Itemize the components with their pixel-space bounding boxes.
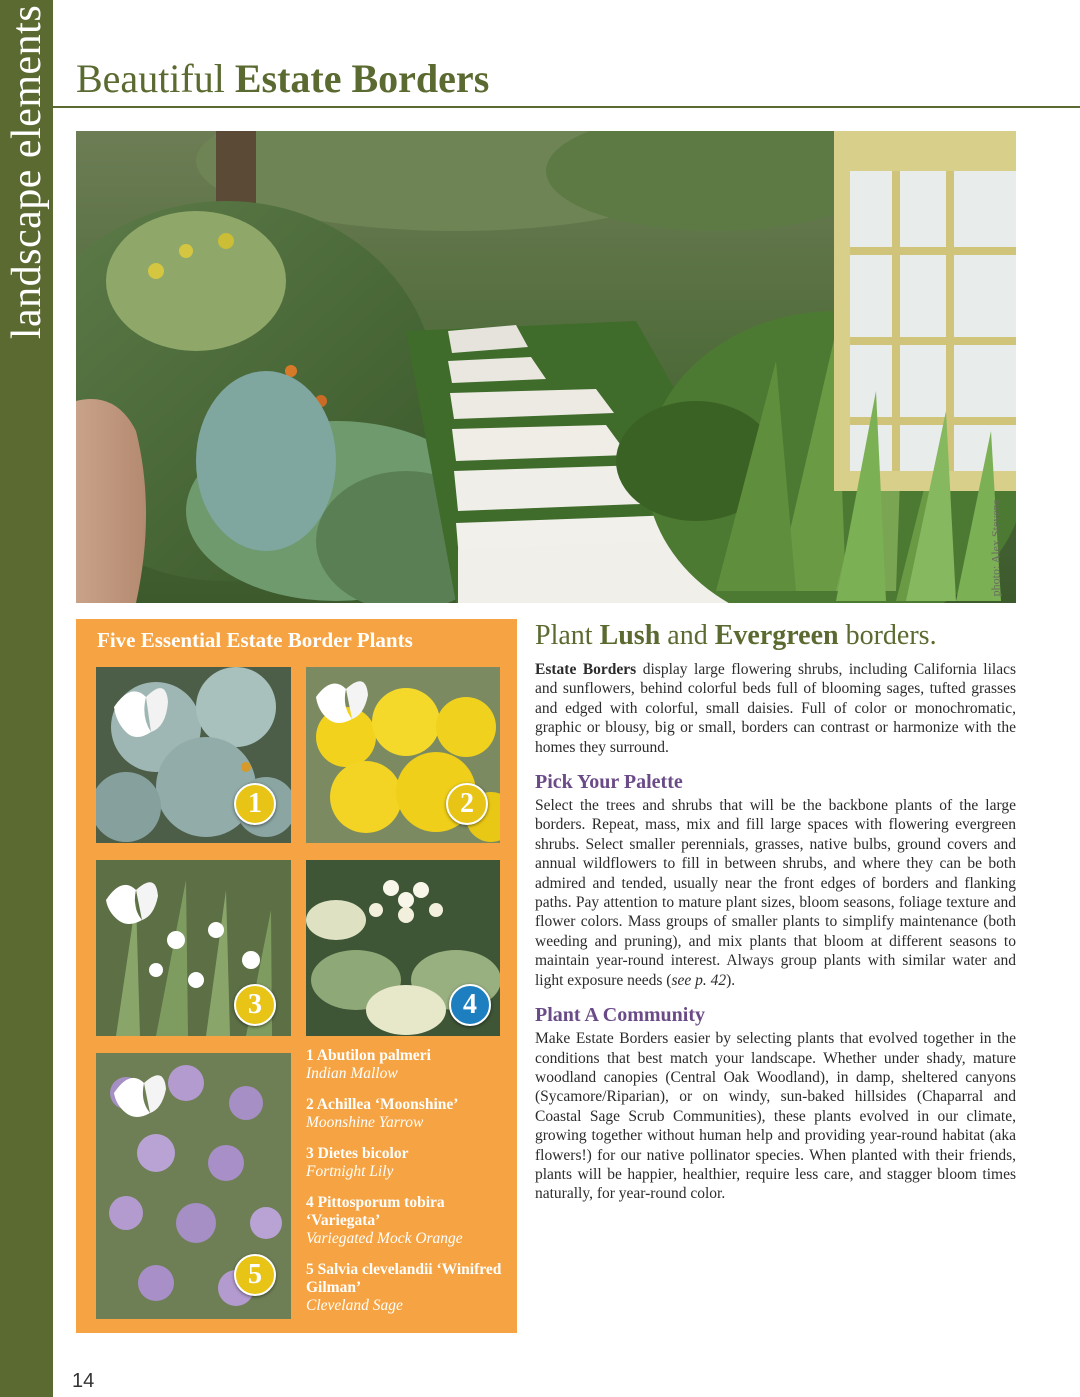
palette-paragraph: [535, 796, 1016, 990]
badge-3: 3: [234, 984, 276, 1026]
palette-end: ).: [726, 971, 736, 989]
badge-2: 2: [446, 783, 488, 825]
plant-common-name: Indian Mallow: [306, 1065, 398, 1082]
community-paragraph: Make Estate Borders easier by selecting plants that evolved together in the conditions that best match your landscape. Whether under shady, mature woodland canopies (Central Oak Woodland), in damp, sheltered canyons (Sycamore/Riparian), or on windy, sun-baked hillsides (Chaparral and Coastal Sage Scrub Communities), these plants evolved in our climate, growing together without human help and providing year-round habitat (aka flowers!) for our native pollinator species. When planted with their friends, plants will be happier, healthier, require less care, and stagger bloom times naturally, for year-round color.: [535, 1030, 1016, 1203]
badge-5: 5: [234, 1254, 276, 1296]
plant-scientific-name: 3 Dietes bicolor: [306, 1145, 409, 1162]
section-sidebar: [0, 0, 53, 1397]
plant-scientific-name: 5 Salvia clevelandii ‘Winifred Gilman’: [306, 1261, 502, 1296]
article-heading: [535, 620, 1016, 652]
plant-box-title: Five Essential Estate Border Plants: [97, 628, 413, 652]
heading-word: borders.: [838, 620, 937, 651]
plant-common-name: Moonshine Yarrow: [306, 1114, 424, 1131]
heading-word: and: [660, 620, 715, 651]
plant-common-name: Variegated Mock Orange: [306, 1230, 463, 1247]
photo-credit: photo: Alex Stevens: [988, 499, 1003, 597]
plant-common-name: Fortnight Lily: [306, 1163, 394, 1180]
section-label: landscape elements: [4, 4, 50, 340]
heading-word: Plant: [535, 620, 600, 651]
palette-heading: Pick Your Palette: [535, 771, 683, 794]
plant-list-item: [306, 1261, 511, 1315]
title-prefix: Beautiful: [76, 56, 225, 101]
plant-list-item: [306, 1145, 511, 1181]
community-heading: Plant A Community: [535, 1004, 706, 1027]
title-divider: [53, 106, 1080, 108]
plant-list-item: [306, 1096, 511, 1132]
plant-scientific-name: 1 Abutilon palmeri: [306, 1047, 431, 1064]
intro-text: display large flowering shrubs, including California lilacs and sunflowers, behind colorful beds full of blooming sages, tufted grasses and edged with colorful, small daisies. Full of color or monochromatic, graphic or blousy, big or small, borders can contrast or harmonize with the homes they surround.: [535, 661, 1016, 756]
plant-list-item: [306, 1194, 511, 1248]
plant-feature-box: [76, 619, 517, 1333]
title-emphasis: Estate Borders: [234, 56, 490, 101]
plant-list-item: [306, 1047, 511, 1083]
intro-paragraph: [535, 660, 1016, 757]
badge-1: 1: [234, 783, 276, 825]
heading-emphasis: Evergreen: [714, 620, 839, 651]
badge-4: 4: [449, 984, 491, 1026]
page-number: 14: [72, 1370, 95, 1392]
plant-common-name: Cleveland Sage: [306, 1297, 403, 1314]
hero-garden-photo: [76, 131, 1016, 603]
palette-text: Select the trees and shrubs that will be the backbone plants of the large borders. Repeat, mass, mix and fill large spaces with flowering evergreen shrubs. Select smaller perennials, grasses, native bulbs, ground covers and annual wildflowers to fill in between shrubs, and where they can be both admired and tended, usually near the front edges of borders and flanking paths. Pay attention to mature plant sizes, bloom seasons, foliage texture and flower colors. Mass groups of smaller plants to simplify maintenance (both weeding and pruning), and mix plants that bloom at different seasons to maintain year-round interest. Always group plants with similar water and light exposure needs (: [535, 797, 1016, 989]
article-column: [535, 620, 1016, 1204]
page-title: [76, 55, 489, 102]
plant-scientific-name: 4 Pittosporum tobira ‘Variegata’: [306, 1194, 445, 1229]
heading-emphasis: Lush: [599, 620, 661, 651]
page-reference: see p. 42: [671, 971, 727, 989]
intro-bold: Estate Borders: [535, 661, 637, 678]
plant-scientific-name: 2 Achillea ‘Moonshine’: [306, 1096, 459, 1113]
plant-list: [306, 1047, 511, 1328]
